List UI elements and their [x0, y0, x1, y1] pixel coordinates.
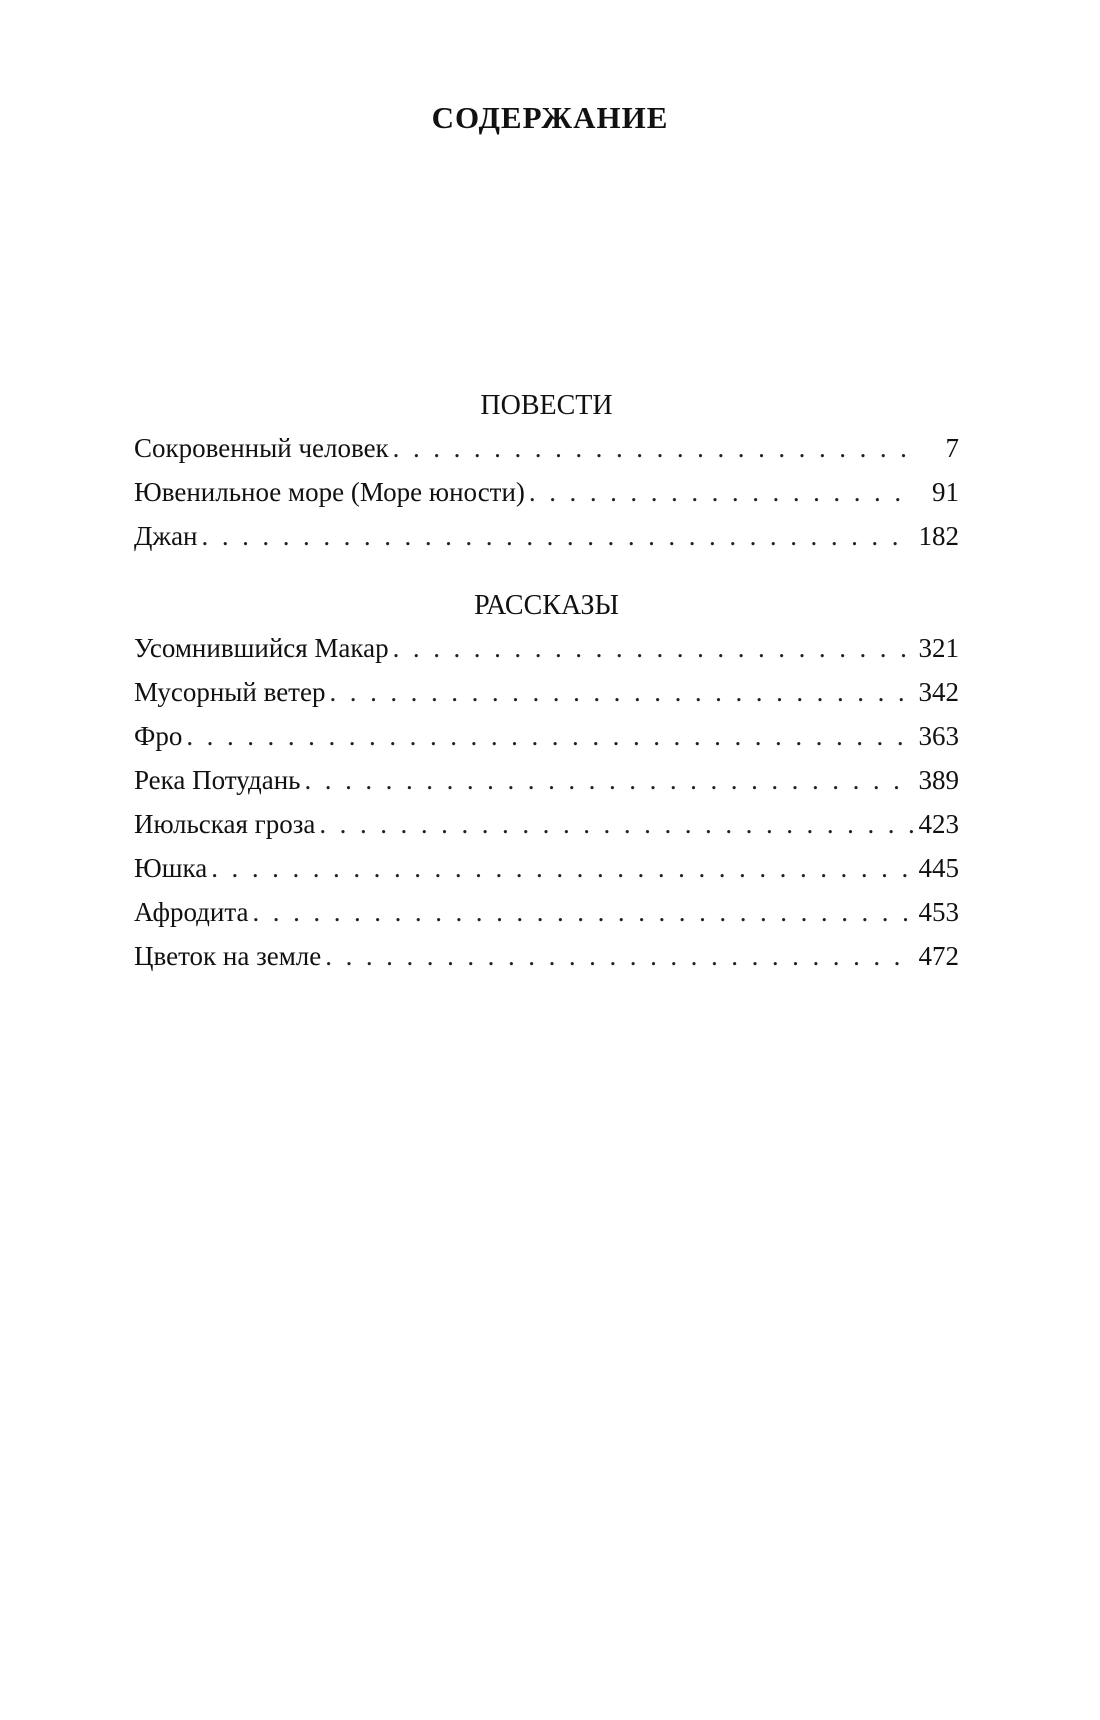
dot-leader	[529, 470, 913, 514]
dot-leader	[253, 890, 913, 934]
entry-page-number: 91	[932, 477, 959, 507]
toc-section-rasskazy	[134, 586, 959, 978]
entry-page-number: 182	[918, 521, 959, 551]
entry-title: Ювенильное море (Море юности)	[134, 477, 525, 507]
entry-title: Река Потудань	[134, 765, 301, 795]
entry-page-number: 7	[945, 433, 959, 463]
entry-title: Юшка	[134, 853, 208, 883]
entry-title: Фро	[134, 721, 183, 751]
toc-section-povesti	[134, 386, 959, 558]
entry-page-number: 445	[918, 853, 959, 883]
toc-entry	[134, 890, 959, 934]
toc-entry	[134, 626, 959, 670]
toc-entry	[134, 670, 959, 714]
entry-page-number: 472	[918, 941, 959, 971]
section-heading: ПОВЕСТИ	[480, 390, 613, 421]
toc-entry	[134, 802, 959, 846]
entry-title: Усомнившийся Макар	[134, 633, 389, 663]
entry-title: Цветок на земле	[134, 941, 322, 971]
entry-page-number: 389	[918, 765, 959, 795]
toc-entry	[134, 934, 959, 978]
table-of-contents	[134, 386, 959, 978]
dot-leader	[329, 670, 912, 714]
entry-page-number: 423	[918, 809, 959, 839]
toc-entry	[134, 714, 959, 758]
entry-title: Сокровенный человек	[134, 433, 389, 463]
dot-leader	[393, 626, 913, 670]
entry-page-number: 363	[918, 721, 959, 751]
entry-title: Джан	[134, 521, 198, 551]
dot-leader	[304, 758, 912, 802]
page-title: СОДЕРЖАНИЕ	[431, 100, 669, 135]
entry-page-number: 321	[918, 633, 959, 663]
dot-leader	[319, 802, 912, 846]
entry-page-number: 453	[918, 897, 959, 927]
dot-leader	[393, 426, 913, 470]
dot-leader	[202, 514, 913, 558]
section-heading: РАССКАЗЫ	[474, 590, 619, 621]
dot-leader	[186, 714, 912, 758]
entry-title: Июльская гроза	[134, 809, 316, 839]
toc-entry	[134, 470, 959, 514]
dot-leader	[325, 934, 912, 978]
toc-entry	[134, 846, 959, 890]
toc-entry	[134, 426, 959, 470]
dot-leader	[211, 846, 912, 890]
toc-entry	[134, 758, 959, 802]
entry-page-number: 342	[918, 677, 959, 707]
entry-title: Мусорный ветер	[134, 677, 326, 707]
entry-title: Афродита	[134, 897, 249, 927]
toc-entry	[134, 514, 959, 558]
